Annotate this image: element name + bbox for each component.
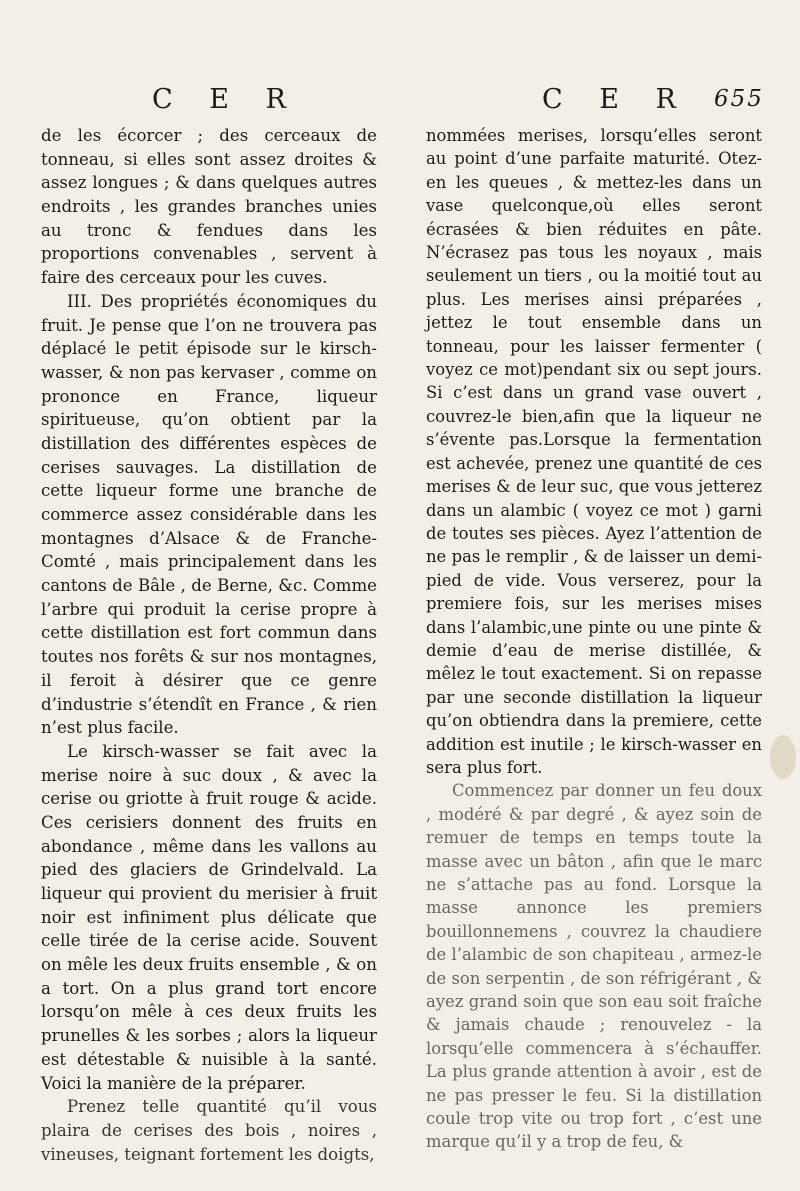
paper-stain <box>770 735 796 779</box>
running-head-left: C E R <box>152 84 300 115</box>
paragraph: Le kirsch-wasser se fait avec la merise noire à suc doux , & avec la cerise ou griotte à fruit rouge & acide. Ces cerisiers donnent des fruits en abondance , même dans les vallons au pied des glaciers de Grindelvald. La liqueur qui provient du merisier à fruit noir est infiniment plus délicate que celle tirée de la cerise acide. Souvent on mêle les deux fruits ensemble , & on a tort. On a plus grand tort encore lorsqu’on mêle à ces deux fruits les prunelles & les sorbes ; alors la liqueur est détestable & nuisible à la santé. Voici la manière de la préparer. <box>41 741 377 1093</box>
left-column <box>41 124 377 1166</box>
paragraph: nommées merises, lorsqu’elles seront au point d’une parfaite maturité. Otez-en les queues , & mettez-les dans un vase quelconque,où elles seront écrasées & bien réduites en pâte. N’écrasez pas tous les noyaux , mais seulement un tiers , ou la moitié tout au plus. Les merises ainsi préparées , jettez le tout ensemble dans un tonneau, pour les laisser fermenter ( voyez ce mot)pendant six ou sept jours. Si c’est dans un grand vase ouvert , couvrez-le bien,afin que la liqueur ne s’évente pas.Lorsque la fermentation est achevée, prenez une quantité de ces merises & de leur suc, que vous jetterez dans un alambic ( voyez ce mot ) garni de toutes ses pièces. Ayez l’attention de ne pas le remplir , & de laisser un demi-pied de vide. Vous verserez, pour la premiere fois, sur les merises mises dans l’alambic,une pinte ou une pinte & demie d’eau de merise distillée, & mêlez le tout exactement. Si on repasse par une seconde distillation la liqueur qu’on obtiendra dans la premiere, cette addition est inutile ; le kirsch-wasser en sera plus fort. <box>426 126 762 777</box>
paragraph: de les écorcer ; des cerceaux de tonneau, si elles sont assez droites & assez longues ; & dans quelques autres endroits , les grandes branches unies au tronc & fendues dans les proportions convenables , servent à faire des cerceaux pour les cuves. <box>41 126 377 288</box>
paragraph: III. Des propriétés économiques du fruit. Je pense que l’on ne trouvera pas déplacé le petit épisode sur le kirsch-wasser, & non pas kervaser , comme on prononce en France, liqueur spiritueuse, qu’on obtient par la distillation des différentes espèces de cerises sauvages. La distillation de cette liqueur forme une branche de commerce assez considérable dans les montagnes d’Alsace & de Franche-Comté , mais principalement dans les cantons de Bâle , de Berne, &c. Comme l’arbre qui produit la cerise propre à cette distillation est fort commun dans toutes nos forêts & sur nos montagnes, il feroit à désirer que ce genre d’industrie s’étendît en France , & rien n’est plus facile. <box>41 291 377 738</box>
running-head-right: C E R <box>542 84 690 115</box>
paragraph: Prenez telle quantité qu’il vous plaira de cerises des bois , noires , vineuses, teignant fortement les doigts, <box>41 1097 377 1164</box>
right-column <box>426 124 762 1154</box>
paragraph: Commencez par donner un feu doux , modéré & par degré , & ayez soin de remuer de temps en temps toute la masse avec un bâton , afin que le marc ne s’attache pas au fond. Lorsque la masse annonce les premiers bouillonnemens , couvrez la chaudiere de l’alambic de son chapiteau , armez-le de son serpentin , de son réfrigérant , & ayez grand soin que son eau soit fraîche & jamais chaude ; renouvelez - la lorsqu’elle commencera à s’échauffer. La plus grande attention à avoir , est de ne pas presser le feu. Si la distillation coule trop vite ou trop fort , c’est une marque qu’il y a trop de feu, & <box>426 781 762 1152</box>
page-number: 655 <box>714 86 764 112</box>
